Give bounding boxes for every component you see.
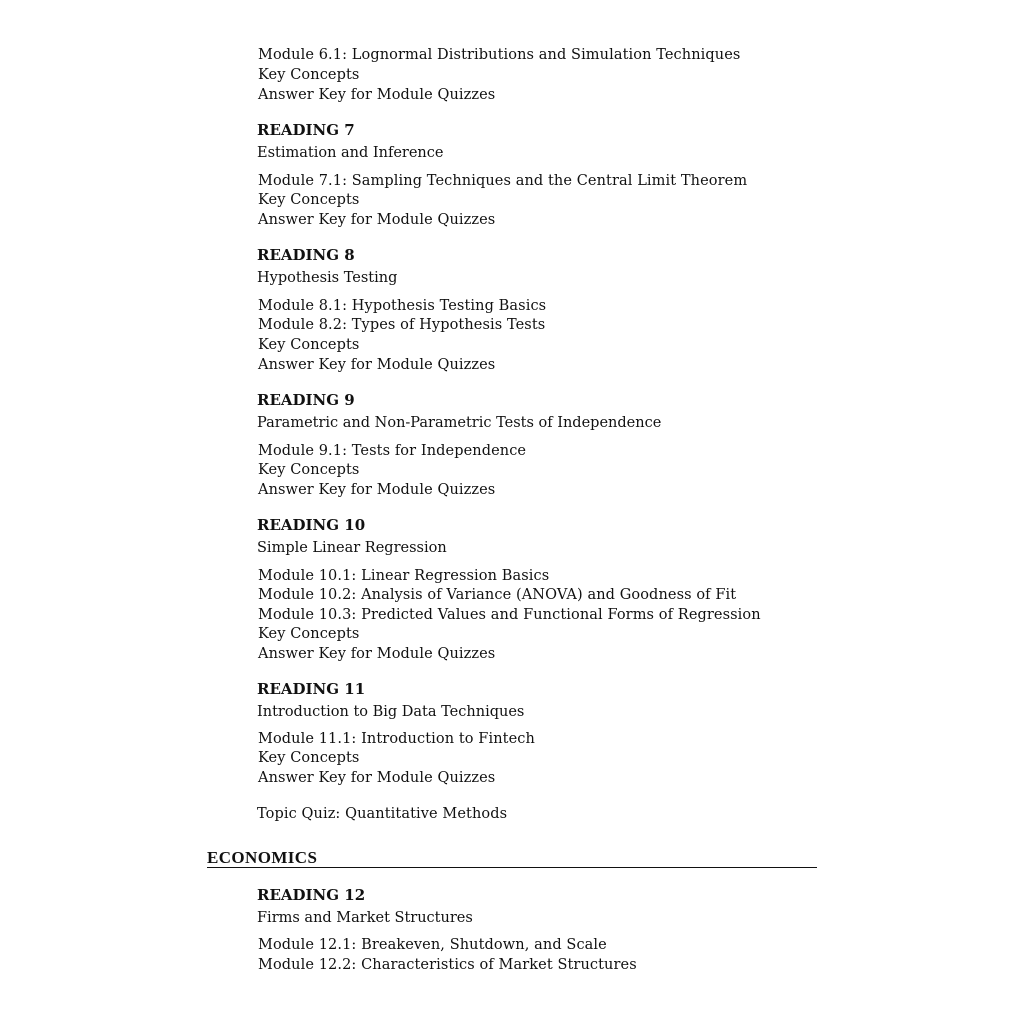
reading-title: Hypothesis Testing	[257, 270, 398, 286]
reading-title: Firms and Market Structures	[257, 910, 473, 926]
module-item: Answer Key for Module Quizzes	[258, 212, 496, 228]
reading-heading: READING 11	[257, 680, 366, 698]
module-item: Key Concepts	[258, 462, 360, 478]
reading-title: Estimation and Inference	[257, 145, 444, 161]
module-item: Module 10.3: Predicted Values and Functional Forms of Regression	[258, 607, 761, 623]
module-item: Key Concepts	[258, 750, 360, 766]
module-item: Module 9.1: Tests for Independence	[258, 443, 527, 459]
reading-heading: READING 7	[257, 121, 355, 139]
module-item: Module 12.1: Breakeven, Shutdown, and Scale	[258, 937, 607, 953]
reading-title: Simple Linear Regression	[257, 540, 447, 556]
module-item: Module 10.2: Analysis of Variance (ANOVA) and Goodness of Fit	[258, 587, 737, 603]
reading-title: Introduction to Big Data Techniques	[257, 704, 525, 720]
module-item: Module 6.1: Lognormal Distributions and Simulation Techniques	[258, 47, 741, 63]
module-item: Module 11.1: Introduction to Fintech	[258, 731, 535, 747]
module-item: Key Concepts	[258, 626, 360, 642]
reading-heading: READING 9	[257, 391, 355, 409]
module-item: Module 7.1: Sampling Techniques and the Central Limit Theorem	[258, 173, 748, 189]
topic-quiz: Topic Quiz: Quantitative Methods	[257, 806, 508, 822]
module-item: Answer Key for Module Quizzes	[258, 770, 496, 786]
reading-heading: READING 8	[257, 246, 355, 264]
module-item: Key Concepts	[258, 67, 360, 83]
section-heading: ECONOMICS	[207, 848, 318, 867]
module-item: Answer Key for Module Quizzes	[258, 87, 496, 103]
reading-heading: READING 10	[257, 516, 366, 534]
module-item: Key Concepts	[258, 192, 360, 208]
module-item: Module 10.1: Linear Regression Basics	[258, 568, 550, 584]
reading-title: Parametric and Non-Parametric Tests of Independence	[257, 415, 662, 431]
module-item: Answer Key for Module Quizzes	[258, 357, 496, 373]
module-item: Module 12.2: Characteristics of Market Structures	[258, 957, 637, 973]
reading-heading: READING 12	[257, 886, 366, 904]
module-item: Module 8.2: Types of Hypothesis Tests	[258, 317, 546, 333]
section-divider	[207, 867, 817, 868]
module-item: Answer Key for Module Quizzes	[258, 482, 496, 498]
module-item: Key Concepts	[258, 337, 360, 353]
module-item: Module 8.1: Hypothesis Testing Basics	[258, 298, 547, 314]
module-item: Answer Key for Module Quizzes	[258, 646, 496, 662]
